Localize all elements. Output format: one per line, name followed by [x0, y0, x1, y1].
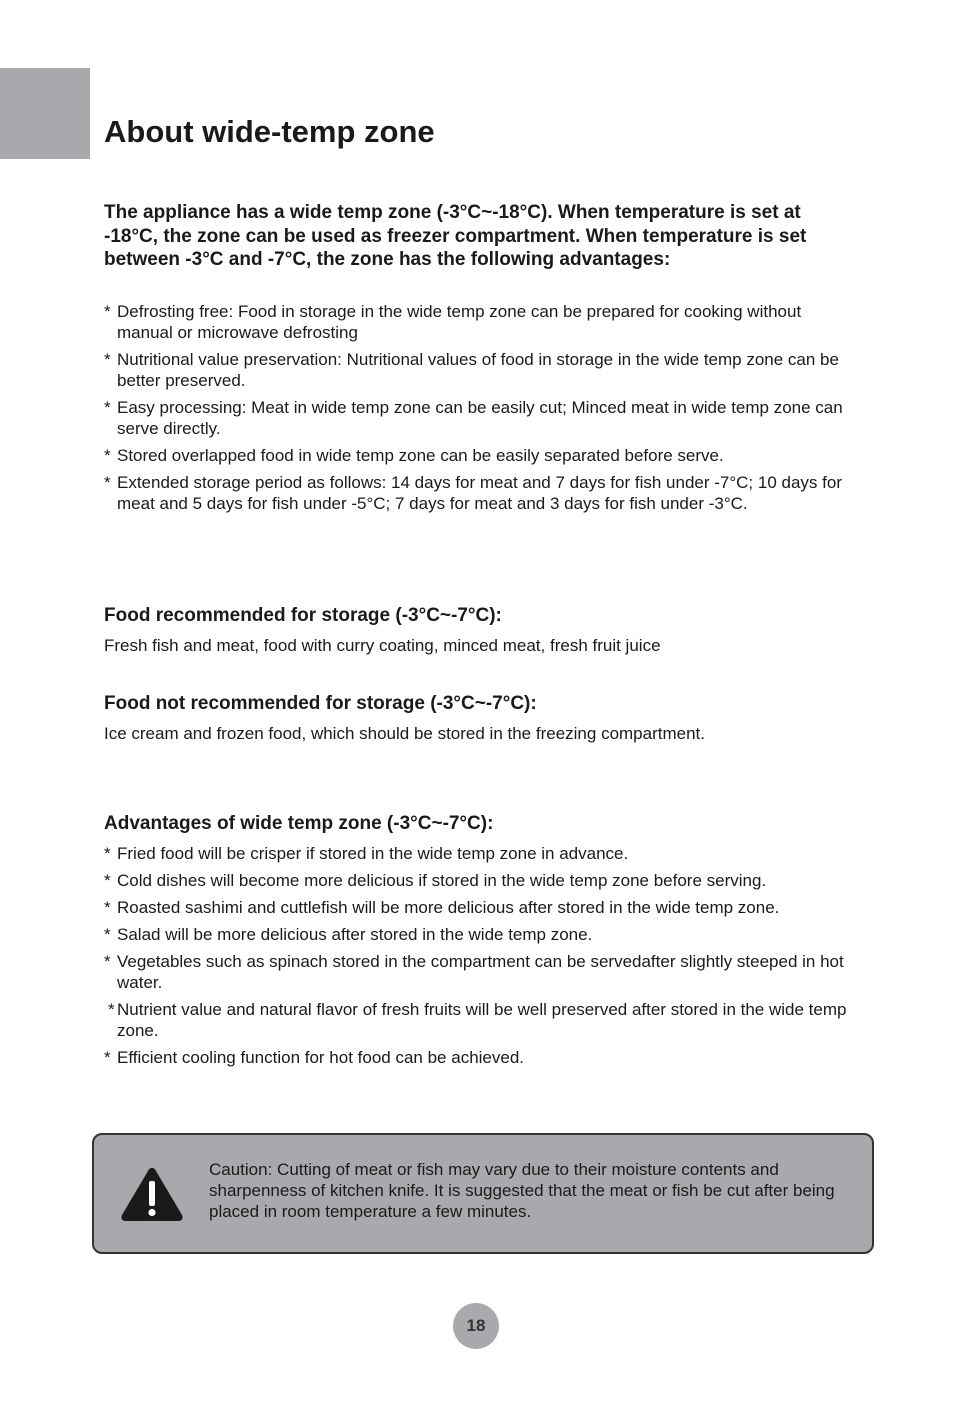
list-item: * Easy processing: Meat in wide temp zone can be easily cut; Minced meat in wide temp zone can serve directly. [104, 398, 843, 438]
list-item: * Roasted sashimi and cuttlefish will be more delicious after stored in the wide temp zone. [104, 898, 780, 917]
not-recommended-heading: Food not recommended for storage (-3°C~-7°C): [104, 693, 537, 714]
list-item: * Nutrient value and natural flavor of fresh fruits will be well preserved after stored in the wide temp zone. [108, 1000, 847, 1040]
intro-paragraph: The appliance has a wide temp zone (-3°C~-18°C). When temperature is set at -18°C, the zone can be used as freezer compartment. When temperature is set between -3°C and -7°C, the zone has the following advantages: [104, 202, 807, 270]
not-recommended-text: Ice cream and frozen food, which should be stored in the freezing compartment. [104, 724, 705, 743]
list-item: * Cold dishes will become more delicious if stored in the wide temp zone before serving. [104, 871, 767, 890]
advantages-heading: Advantages of wide temp zone (-3°C~-7°C): [104, 813, 494, 834]
bullet-star: * [104, 1048, 111, 1067]
page-number: 18 [453, 1303, 499, 1349]
caution-box [92, 1133, 874, 1254]
list-item: * Extended storage period as follows: 14 days for meat and 7 days for fish under -7°C; 10 days for meat and 5 days for fish under -5°C; 7 days for meat and 3 days for fish under -3°C. [104, 473, 842, 513]
page-title: About wide-temp zone [104, 114, 435, 149]
section-tab-marker [0, 68, 90, 159]
bullet-star: * [104, 871, 111, 890]
list-item: * Defrosting free: Food in storage in the wide temp zone can be prepared for cooking without manual or microwave defrosting [104, 302, 802, 342]
bullet-star: * [104, 398, 111, 417]
bullet-star: * [104, 302, 111, 321]
advantages-list [104, 843, 854, 1074]
list-item: * Stored overlapped food in wide temp zone can be easily separated before serve. [104, 446, 724, 465]
list-item: * Efficient cooling function for hot food can be achieved. [104, 1048, 525, 1067]
bullet-star: * [104, 844, 111, 863]
warning-icon [120, 1165, 184, 1223]
list-item: * Nutritional value preservation: Nutritional values of food in storage in the wide temp zone can be better preserved. [104, 350, 839, 390]
caution-text: Caution: Cutting of meat or fish may vary due to their moisture contents and sharpenness of kitchen knife. It is suggested that the meat or fish be cut after being placed in room temperature a few minutes. [209, 1160, 835, 1221]
intro-advantages-list [104, 301, 854, 520]
bullet-star: * [104, 952, 111, 971]
bullet-star: * [104, 446, 111, 465]
list-item: * Vegetables such as spinach stored in the compartment can be servedafter slightly steeped in hot water. [104, 952, 844, 992]
recommended-heading: Food recommended for storage (-3°C~-7°C): [104, 605, 502, 626]
bullet-star: * [104, 898, 111, 917]
bullet-star: * [104, 350, 111, 369]
bullet-star: * [104, 925, 111, 944]
bullet-star: * [104, 473, 111, 492]
recommended-text: Fresh fish and meat, food with curry coating, minced meat, fresh fruit juice [104, 636, 661, 655]
list-item: * Salad will be more delicious after stored in the wide temp zone. [104, 925, 593, 944]
list-item: * Fried food will be crisper if stored in the wide temp zone in advance. [104, 844, 629, 863]
bullet-star: * [108, 1000, 115, 1019]
